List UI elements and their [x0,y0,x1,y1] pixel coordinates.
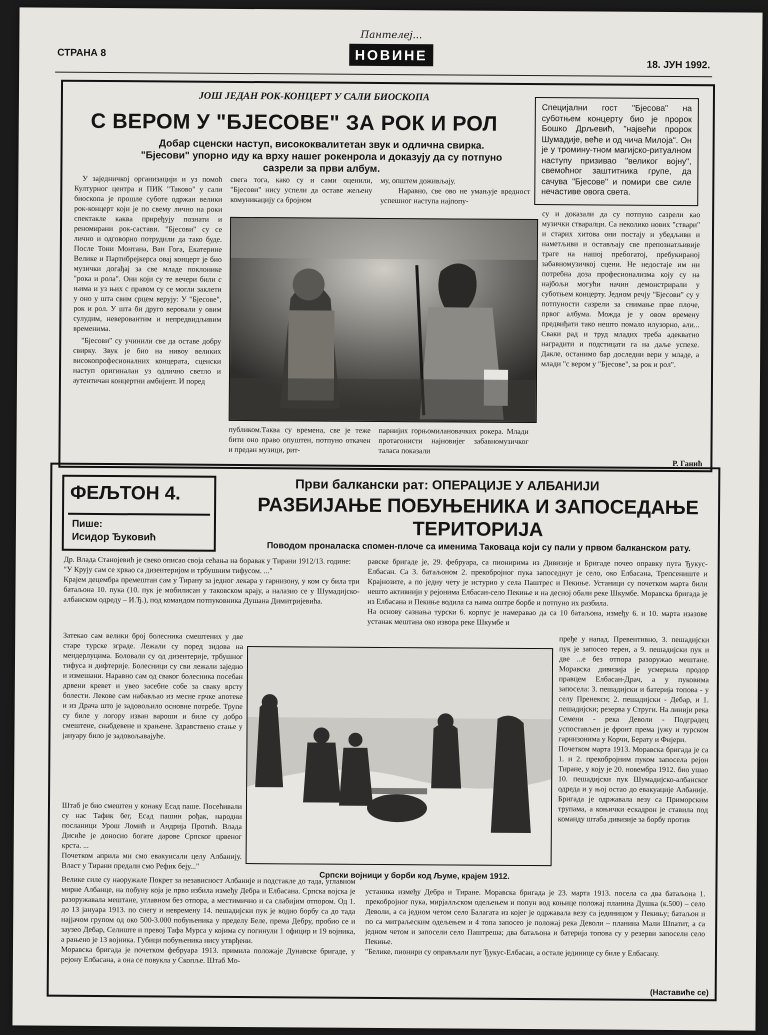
masthead-small-text: Пантелеј... [360,29,423,42]
masthead-logo [349,30,433,71]
article-column-2-top: свега тога, како су и сами оценили, "Бјесови" нису успели да оставе жељену комуникацију са бројном [230,174,373,205]
article-rock-concert [58,80,715,473]
header-rule [55,72,712,78]
feljton-rule [68,513,210,516]
article-title: РАЗБИЈАЊЕ ПОБУЊЕНИКА И ЗАПОСЕДАЊЕ ТЕРИТОРИЈА [257,494,699,542]
article-column-3-top: му, општем доживљају. Наравно, све ово не умањује вредност успешног наступа најпопу- [380,175,531,206]
article-left-column-2: Штаб је био смештен у конаку Есад паше. Посећивали су нас Тафик бег, Есад пашин рођак, народни посланици Урош Ломић и Андрија Протић. Влада Дисиће је доносио богате дарове Српског црвеног крста. ... Почетком априла ми смо евакуисали целу Албанију. Власт у Тирани предали смо Рефик беју..." [61,800,243,871]
page-number: СТРАНА 8 [57,47,107,60]
concert-photo-image [230,218,537,422]
article-column-1 [72,174,222,460]
article-intro: Др. Влада Станојевић је свеко описао своја сећања на боравак у Тирани 1912/13. године: "У Крују сам се хрвао са дизентеријом и трбушним тифусом. ..." Крајем децембра премештан сам у Тирану за једног лекара у гарнизону, у ком су била три батаљона 10. пука (10. пук је мобилисан у таковском крају, а налазио се у Шумадијско-албанском одреду – И.Ђ.), под командом потпуковника Душана Димитријевића. [63,554,360,606]
article-deck: Поводом проналаска спомен-плоче са именима Таковаца који су пали у првом балканском рату. [266,540,691,554]
concert-photo [229,217,538,423]
page-header [19,7,762,84]
issue-date: 18. ЈУН 1992. [646,59,711,72]
author-name: Исидор Ђуковић [71,531,156,544]
continued-note: (Наставиће се) [649,987,709,998]
article-kicker: ЈОШ ЈЕДАН РОК-КОНЦЕРТ У САЛИ БИОСКОПА [198,90,430,104]
author-signature: Р. Ганић [672,458,703,469]
article-bottom-left: Велике силе су наоружале Покрет за независност Албаније и подстакле до тада, углавном мирне Албанце, на побуну која је прво избила између Дебра и Елбасана. Српска војска је разоружавала мештане, углавном без отпора, а местимично и са слабијим отпором. Од 1. до 13 јануара 1913. по снегу и невремену 14. пешадијски пук је водио борбу са до тада најјачом групом од око 500-3.000 побуњеника у пределу Беле, према Дебру, пробио се и заузео Дебар, Селиште и превој Тафа Мурса у којима су погинули 1 официр и 19 војника, а рањено је 13 војника. Губици побуњеника нису утврђени. Моравска бригада је почетком фебруара 1913. примила положаје Дунавске бригаде, у рејону Елбасана, а она се повукла у Скопље. Штаб Мо- [60,874,356,965]
article-right-column: пређе у напад. Превентивно, 3. пешадијски пук је запосео терен, а 9. пешадијски пук и две ...е без отпора разоружао мештане. Моравска дивизија је усмерила продор правцем Елбасан-Драч, а у пуковима запосела: 3. пешадијски и батерија топова - у селу Пренекси; 2. пешадијски - Дебар, и 1. пешадијски; резерва у Струги. На линији река Семени - река Деволи - Подградец успостављен је фронт према јужу и турском гарнизонима у Корчи, Берату и Фијери. Почетком марта 1913. Моравска бригада је са 1. и 2. прекобројним пуком запосела рејон Тиране, у коју је 20. новембра 1912. био ушао 10. пешадијски пук Шумадијско-албанског одреда и у њој остао до евакуације Албаније. Бригада је одржавала везу са Приморским трупама, а коњички ескадрон је ставила под команду штаба дивизије за борбу против [557,634,710,825]
article-bottom-right: устаника између Дебра и Тиране. Моравска бригада је 23. марта 1913. посела са два батаљона 1. прекобројног пука, мирјалљском одељењем и попун вод коњице положај планина Душка (к.500) – село Деволи, а са једном четом село Балагата из којег је одржавала везу са јединицом у Пекињу; батаљон и по са митраљеским одељењем и 4 топа запосео је положај река Деволи – планина Мали Шпатит, а са једном четом и запосели село Паштреша; два батаљона и батерија топова су у резерви запосели село Пекиње. "Белике, пионири су опрaвљали пут Ђукус-Елбасан, а остале јединице су биле у Елбасану. [364,886,706,958]
article-deck: Добар сценски наступ, висококвалитетан звук и одлична свирка. "Бјесови" упорно иду ка врху нашег рокенрола и доказују да су потпуно сазрели за први албум. [140,138,503,175]
masthead-title: НОВИНЕ [349,44,433,67]
photo-caption: Српски војници у борби код Љуме, крајем 1912. [319,870,510,881]
author-label: Пише: [71,518,103,531]
article-feljton [47,463,721,1002]
soldiers-photo [246,646,554,866]
article-kicker: Први балкански рат: ОПЕРАЦИЈЕ У АЛБАНИЈИ [295,476,600,494]
article-column-4: су и доказали да су потпуно сазрели као музички стваралци. Са неколико нових "ствари" и старих хитова они постају и убедљиви и наметљиви и остављају све препознатљивије траге на нашој пребогатој, пребукираној забавномузичкој сцени. Не недостаје им ни потребна доза професионализма коју су на најбољи могући начин демонстрирали у суботњем концерту. Једном речју "Бјесови" су у потпуности сазрели за снимање прве плоче, првог албума. Можда је у овом времену предвиђати тако нешто помало илузорно, али... Сваки рад и труд младих треба адекватно наградити и подстицати га на даље успехе. Дакле, останимо бар доследни вери у младе, а млади "с вером у "Бјесове", за рок и рол". [541,209,701,370]
feljton-label: ФЕЉТОН 4. [70,482,181,505]
article-left-column: Затекао сам велики број болесника смештених у две старе турске зграде. Лежали су поред зидова на мендерлуцима. Боловали су од дизентерије, трбушног тифуса и дифтерије. Болесници су сви лежали заједно и измешани. Наравно сам од сваког болесника посебан дрвени кревет и увео засебне собе за сваку врсту болести. Лекове сам набављао из месне грчке апотеке и из Драча што је задовољило основне потребе. Трупе су биле у логору изван вароши и биле су добро смештене, снабдевене и храњене. Здравствено стање у јануару било је задовољавајуће. [62,630,244,741]
article-middle-column: равске бригаде је, 29. фебруара, са пионирима из Дивизије и Бригаде почео оправку пута Ђукус-Елбасан. Са 3. батаљоном 2. прекобројног пука запоседнут је село, око Елбасана, Трепсениште и Крајнозите, а по једну чету је истурио у села Паштрес и Пекиње. Устаници су почетком марта били нешто активнији у рејонима Елбасан-село Пекиње и на десној обали реке Шкумбе. Моравска бригада је из Елбасана и Пекиње водила са њима оштре борбе и потпуно их разбила. На основу сазнања турски 6. корпус је намеравао да са 10 батаљона, између 6. и 10. марта изазове устанак мештана око извора реке Шкумбе и [367,556,708,627]
soldiers-photo-image [247,647,553,865]
article-title: С ВЕРОМ У "БЈЕСОВЕ" ЗА РОК И РОЛ [90,109,498,136]
newspaper-page [12,7,762,1030]
paragraph: "Бјесови" су учинили све да оставе добру свирку. Звук је био на нивоу великих високопрофесионалних концерата, сценски наступ оригиналан уз одлично светло и аутентичан концертни амбијент. И поред [72,335,222,386]
article-column-3-bottom: парнијих горњомилановачких рокера. Млади протагонисти најновијег забавномузичког таласа показали [378,425,529,456]
feljton-label-box [62,475,217,552]
paragraph: У заједничкој организацији и уз помоћ Културног центра и ПИК "Таково" у сали биоскопа је прошле суботе одржан велики рок-концерт који је по свему лично на роки спектакле каква приређују познати и реномирани рок-састави. "Бјесови" су се лично и одговорно потрудили да тако буде. После Тони Монтана, Ван Гога, Екатерине Велике и Партибрејкерса овај концерт је био музички догађај за све младе поклонике "рока и рола". Они који су те вечери били с њима и уз њих с правом су се могли заклети у оно у шта свим срцем верују: У "Бјесове", рок и рол. У шта би друго веровали у овим сулудим, неверовантим и непредвидљивим временима. [73,173,223,334]
article-column-2-bottom: публиком.Таква су времена, све је теже бити оно право опуштен, потпуно откачен и предан музици, рит- [228,424,371,455]
special-guest-sidebar: Специјални гост "Бјесова" на суботњем концерту био је пророк Бошко Дрљевић, "највећи пророк Шумадије, веће и од чича Милоја". Он је у тромину-тном магијско-ритуалном наступу призивао "великог војну", свемоћног заштитника групе, да сачува "Бјесове" и помири све силе нечастиве овога света. [534,97,699,206]
